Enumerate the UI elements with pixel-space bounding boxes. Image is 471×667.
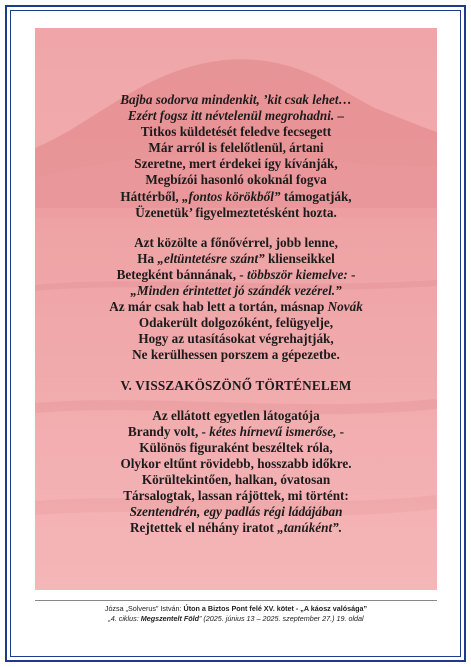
poem-line (35, 424, 437, 440)
poem-line-segment: Az ellátott egyetlen látogatója (152, 407, 320, 423)
footer-dates-page: ” (2025. június 13 – 2025. szeptember 27.) 19. oldal (199, 614, 364, 623)
stanza-2 (35, 235, 437, 364)
poem-line (35, 504, 437, 520)
poem-line-segment: Azt közölte a főnővérrel, jobb lenne, (134, 234, 338, 250)
poem-line-segment: többször kiemelve: (247, 266, 348, 282)
poem-line (35, 156, 437, 172)
poem-line (35, 315, 437, 331)
poem-line-segment: - (336, 423, 345, 439)
page-footer (35, 604, 437, 624)
poem-line-segment: Üzenetük’ figyelmeztetésként hozta. (135, 204, 337, 220)
poem-line (35, 92, 437, 108)
poem-line-segment: Megbízói hasonló okoknál fogva (145, 172, 327, 188)
poem-line-segment: Már arról is felelőtlenül, ártani (148, 140, 324, 156)
poem-line-segment: „tanúként”. (277, 520, 343, 536)
poem-line-segment: Szentendrén, egy padlás régi ládájában (129, 504, 343, 520)
poem-line-segment: Olykor eltűnt rövidebb, hosszabb időkre. (120, 455, 352, 471)
stanza-3 (35, 408, 437, 537)
poem-line (35, 124, 437, 140)
poem-line-segment: Körültekintően, halkan, óvatosan (141, 471, 331, 487)
footer-divider (35, 600, 437, 601)
poem-line (35, 189, 437, 205)
poem-line-segment: Az már csak hab lett a tortán, másnap (109, 299, 328, 315)
poem-line (35, 251, 437, 267)
poem-line-segment: Betegként bánnának, - (116, 266, 247, 282)
poem-line-segment: Rejtettek el néhány iratot (129, 520, 278, 536)
poem-line (35, 456, 437, 472)
poem-line-segment: Brandy volt, - (127, 423, 210, 439)
poem-body (35, 92, 437, 550)
footer-author: Józsa „Solverus” István: (104, 604, 184, 613)
poem-line-segment: kétes hírnevű ismerőse, (209, 423, 337, 439)
poem-line (35, 108, 437, 124)
footer-line-2 (35, 614, 437, 624)
poem-line-segment: támogatják, (280, 188, 352, 204)
poem-line (35, 283, 437, 299)
poem-line-segment: Ezért fogsz itt névtelenül megrohadni. – (127, 108, 345, 124)
poem-line-segment: Bajba sodorva mindenkit, ’kit csak lehet… (120, 92, 352, 107)
poem-line-segment: Novák (327, 299, 363, 315)
poem-line (35, 440, 437, 456)
poem-line-segment: „eltüntetésre szánt” (157, 250, 265, 266)
poem-line-segment: Odakerült dolgozóként, felügyelje, (138, 315, 334, 331)
poem-line (35, 331, 437, 347)
poem-line (35, 205, 437, 221)
poem-line (35, 488, 437, 504)
poem-line (35, 472, 437, 488)
poem-line-segment: klienseikkel (264, 250, 335, 266)
section-title: V. VISSZAKÖSZÖNŐ TÖRTÉNELEM (120, 377, 352, 393)
poem-line (35, 235, 437, 251)
poem-line (35, 140, 437, 156)
poem-line-segment: „Minden érintettet jó szándék vezérel.” (130, 283, 342, 299)
poem-line-segment: Különös figuraként beszéltek róla, (139, 439, 333, 455)
footer-book-title: Úton a Biztos Pont felé XV. kötet - „A káosz valósága” (183, 604, 368, 613)
poem-line-segment: Titkos küldetését feledve fecsegett (140, 124, 332, 140)
footer-cycle-title: Megszentelt Föld (140, 614, 200, 623)
poem-line-segment: - (347, 266, 356, 282)
poem-line (35, 408, 437, 424)
poem-line (35, 347, 437, 363)
stanza-1 (35, 92, 437, 221)
poem-line-segment: „fontos körökből” (181, 188, 281, 204)
poem-line-segment: Társalogtak, lassan rájöttek, mi történt: (123, 488, 349, 504)
footer-line-1 (35, 604, 437, 614)
poem-line-segment: Hogy az utasításokat végrehajtják, (138, 331, 334, 347)
footer-cycle-prefix: „4. ciklus: (108, 614, 141, 623)
poem-line-segment: Szeretne, mert érdekei így kívánják, (134, 156, 338, 172)
poem-line (35, 520, 437, 536)
poem-line-segment: Ha (137, 250, 158, 266)
poem-line (35, 267, 437, 283)
poem-line-segment: Háttérből, (120, 188, 182, 204)
poem-line (35, 299, 437, 315)
poem-line-segment: Ne kerülhessen porszem a gépezetbe. (132, 347, 340, 363)
poem-line (35, 172, 437, 188)
